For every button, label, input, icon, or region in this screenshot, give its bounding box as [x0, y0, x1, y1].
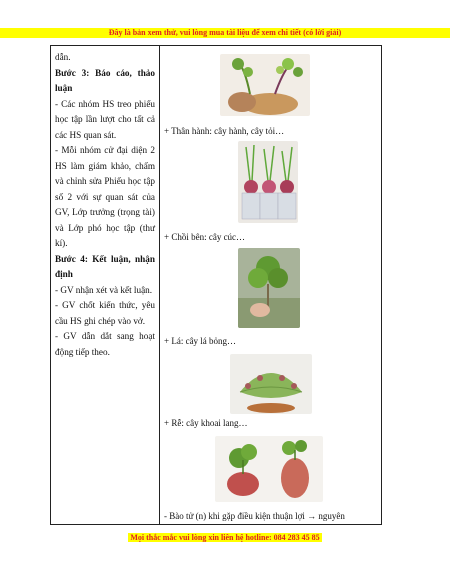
step-text: - Các nhóm HS treo phiếu học tập lần lượt cho tất cả các HS quan sát. — [55, 98, 155, 140]
preview-notice-text: Đây là bản xem thử, vui lòng mua tài liệu để xem chi tiết (có lời giải) — [108, 28, 342, 37]
example-caption: + Chồi bên: cây cúc… — [164, 232, 246, 242]
garlic-onion-sprouts-photo — [238, 141, 298, 223]
example-caption: + Rễ: cây khoai lang… — [164, 418, 248, 428]
step-text: - GV chốt kiến thức, yêu cầu HS ghi chép vào vở. — [55, 300, 155, 326]
sweet-potato-sprouts-top-photo — [220, 54, 310, 116]
step-text: - GV nhận xét và kết luận. — [55, 284, 153, 295]
step-text: - GV dẫn dắt sang hoạt động tiếp theo. — [55, 331, 155, 357]
step-text: dẫn. — [55, 52, 71, 62]
examples-column — [160, 46, 382, 524]
activity-steps-column — [55, 50, 155, 360]
hotline-text: Mọi thắc mắc vui lòng xin liên hệ hotline: 084 283 45 85 — [130, 533, 320, 542]
kalanchoe-leaf-photo — [230, 354, 312, 414]
preview-notice-banner — [0, 28, 450, 38]
example-caption: + Lá: cây lá bỏng… — [164, 336, 237, 346]
example-caption: - Bào tử (n) khi gặp điều kiện thuận lợi → nguyên — [164, 511, 345, 521]
sweet-potato-sprout-photo — [215, 436, 323, 502]
lesson-table — [50, 45, 382, 525]
chrysanthemum-cutting-photo — [238, 248, 300, 328]
step-text: - Mỗi nhóm cử đại diện 2 HS làm giám khảo, chấm và chỉnh sửa Phiếu học tập số 2 với sự quan sát của GV, Lớp trưởng (trọng tài) và Lớp phó học tập (thư kí). — [55, 145, 155, 248]
step-4-heading: Bước 4: Kết luận, nhận định — [55, 253, 155, 279]
hotline-footer — [0, 533, 450, 542]
step-3-heading: Bước 3: Báo cáo, thảo luận — [55, 67, 155, 93]
example-caption: + Thân hành: cây hành, cây tỏi… — [164, 126, 285, 136]
